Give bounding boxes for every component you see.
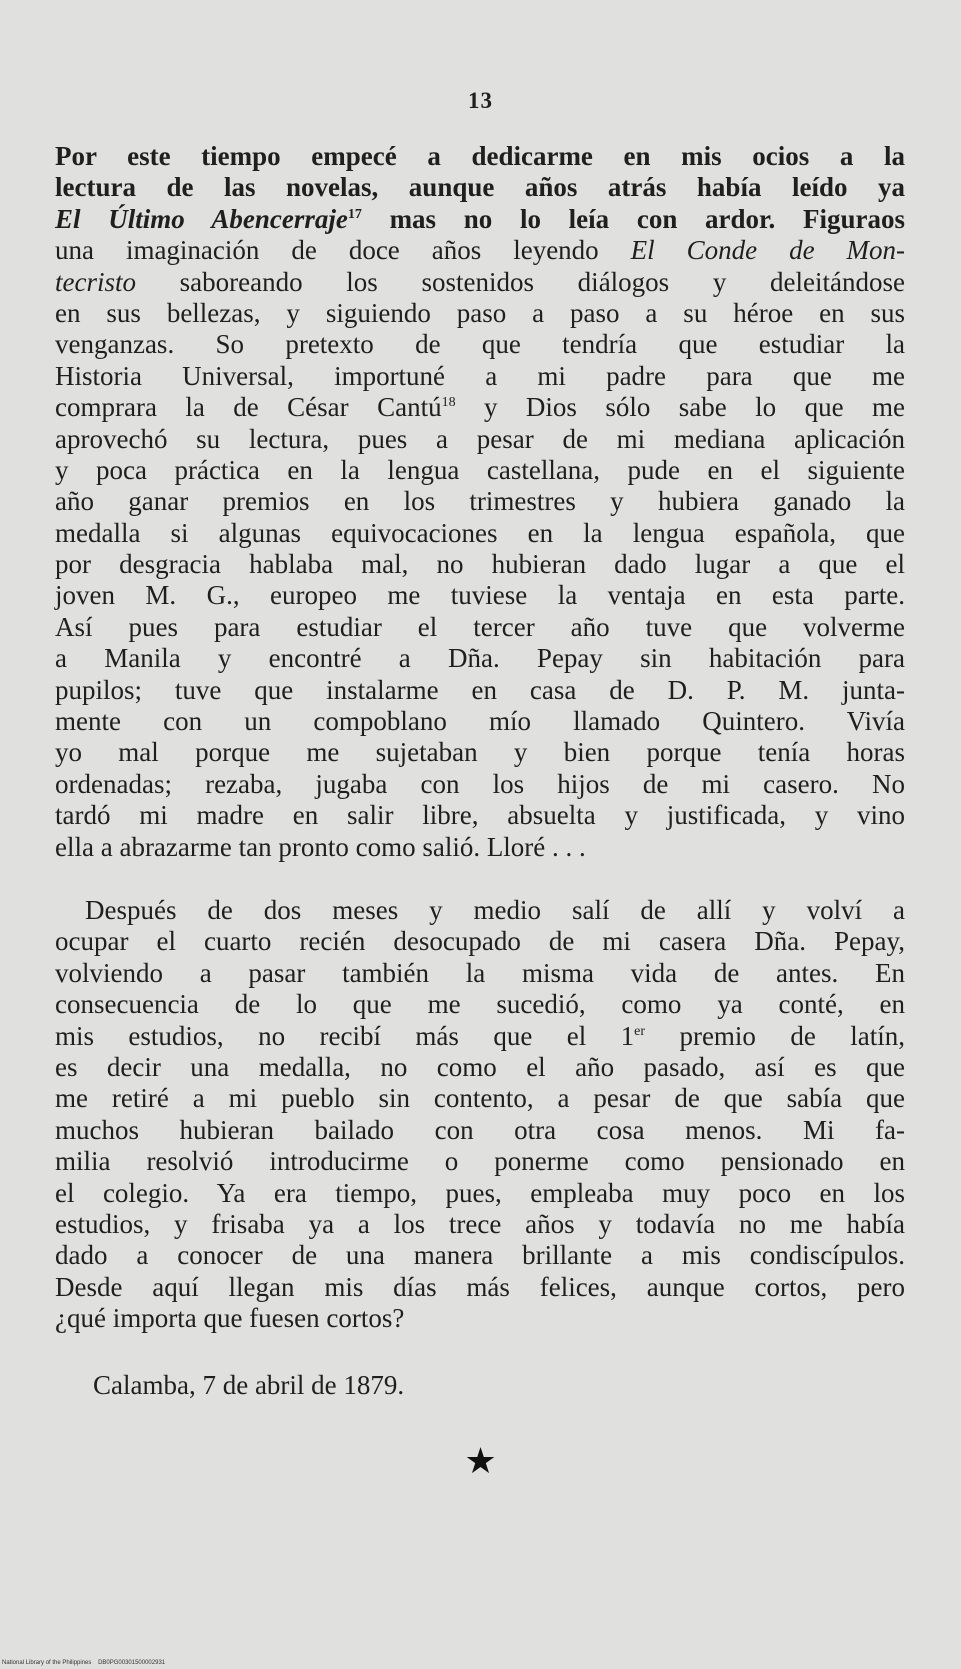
scan-footer [2,1660,165,1666]
scan-id: DB0PG00301500002931 [98,1660,166,1666]
footnote-ref: 18 [441,395,456,411]
star-ornament: ★ [464,1441,497,1481]
book-title: El Último Abencerraje [55,203,348,234]
text-line: Historia Universal, importuné a mi padre para que me [55,360,905,391]
text-line: tecristo saboreando los sostenidos diálogos y deleitándose [55,266,905,297]
text-line: lectura de las novelas, aunque años atrás había leído ya [55,172,905,203]
book-title: tecristo [55,266,136,297]
library-credit: National Library of the Philippines [2,1660,92,1666]
text-line: año ganar premios en los trimestres y hubiera ganado la [55,486,905,517]
text-line: ¿qué importa que fuesen cortos? [55,1303,405,1334]
text-line: comprara la de César Cantú$^{18}$ y Dios sólo sabe lo que me [55,392,906,423]
text-line: ocupar el cuarto recién desocupado de mi casera Dña. Pepay, [55,926,905,957]
text-line: venganzas. So pretexto de que tendría que estudiar la [55,329,905,360]
text-line: medalla si algunas equivocaciones en la lengua española, que [55,517,905,548]
text-line: por desgracia hablaba mal, no hubieran dado lugar a que el [55,549,905,580]
text-line: mis estudios, no recibí más que el 1er premio de latín, [55,1020,905,1051]
text-line: volviendo a pasar también la misma vida de antes. En [55,957,905,988]
text-line: es decir una medalla, no como el año pasado, así es que [55,1051,905,1082]
paragraph-2 [55,895,905,1334]
text-line: tardó mi madre en salir libre, absuelta y justificada, y vino [55,800,905,831]
text-line: pupilos; tuve que instalarme en casa de D. P. M. junta- [55,674,905,705]
text-line: aprovechó su lectura, pues a pesar de mi mediana aplicación [55,423,905,454]
text-line: el colegio. Ya era tiempo, pues, empleaba muy poco en los [55,1177,905,1208]
text-line: El Último Abencerraje$^{17}$ mas no lo leía con ardor. Figuraos [55,203,905,234]
text-line: una imaginación de doce años leyendo El Conde de Mon- [55,235,906,266]
text-line: Desde aquí llegan mis días más felices, aunque cortos, pero [55,1271,905,1302]
paragraph-1 [55,141,905,863]
text-line: consecuencia de lo que me sucedió, como ya conté, en [55,989,905,1020]
text-line: milia resolvió introducirme o ponerme como pensionado en [55,1146,905,1177]
text-line: muchos hubieran bailado con otra cosa menos. Mi fa- [55,1114,905,1145]
text-line: Después de dos meses y medio salí de allí y volví a [85,895,905,925]
text-line: ordenadas; rezaba, jugaba con los hijos de mi casero. No [55,768,905,799]
text-line: estudios, y frisaba ya a los trece años y todavía no me había [55,1208,905,1239]
page-number: 13 [468,88,493,113]
ordinal-superscript: er [634,1023,646,1039]
text-line: joven M. G., europeo me tuviese la ventaja en esta parte. [55,580,905,611]
dateline: Calamba, 7 de abril de 1879. [93,1370,405,1400]
text-line: ella a abrazarme tan pronto como salió. Lloré . . . [55,831,586,862]
text-line: y poca práctica en la lengua castellana, pude en el siguiente [55,454,905,485]
footnote-ref: 17 [347,206,362,222]
text-line: dado a conocer de una manera brillante a mis condiscípulos. [55,1240,905,1271]
text-line: me retiré a mi pueblo sin contento, a pesar de que sabía que [55,1083,905,1114]
text-line: a Manila y encontré a Dña. Pepay sin habitación para [55,643,905,674]
text-line: yo mal porque me sujetaban y bien porque tenía horas [55,737,905,768]
text-line: en sus bellezas, y siguiendo paso a paso a su héroe en sus [55,297,905,328]
text-line: Así pues para estudiar el tercer año tuve que volverme [55,611,905,642]
book-title: El Conde de Mon- [630,235,906,266]
text-line: Por este tiempo empecé a dedicarme en mis ocios a la [55,141,905,171]
text-line: mente con un compoblano mío llamado Quintero. Vivía [55,706,905,737]
